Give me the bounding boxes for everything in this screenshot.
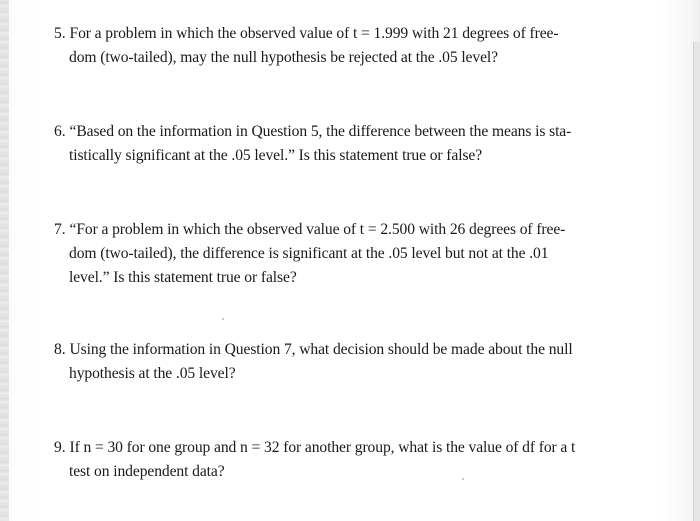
question-number: 5. [54,25,66,42]
question-text-line: dom (two-tailed), the difference is significant at the .05 level but not at the .01 [69,245,549,262]
question-text-line: dom (two-tailed), may the null hypothesis be rejected at the .05 level? [69,49,498,66]
question-text-line: For a problem in which the observed value of t = 1.999 with 21 degrees of free- [69,25,559,42]
question-8 [54,338,634,386]
question-text-line: If n = 30 for one group and n = 32 for another group, what is the value of df for a t [69,439,576,456]
question-number: 9. [54,439,66,456]
question-6 [54,120,634,168]
question-text-line: tistically significant at the .05 level.” Is this statement true or false? [69,147,483,164]
question-text-line: hypothesis at the .05 level? [69,365,236,382]
paper-speck [222,318,224,320]
paper-speck [462,478,464,480]
question-text-line: Using the information in Question 7, what decision should be made about the null [69,341,573,358]
question-text-line: level.” Is this statement true or false? [69,269,297,286]
question-text-line: “Based on the information in Question 5, the difference between the means is sta- [69,123,572,140]
question-number: 7. [54,221,66,238]
question-7 [54,218,634,290]
question-number: 6. [54,123,66,140]
question-text-line: “For a problem in which the observed value of t = 2.500 with 26 degrees of free- [69,221,566,238]
question-text-line: test on independent data? [69,463,225,480]
question-9 [54,436,634,484]
page-right-edge [693,42,700,521]
question-number: 8. [54,341,66,358]
page-left-edge [0,0,9,521]
question-5 [54,22,634,70]
